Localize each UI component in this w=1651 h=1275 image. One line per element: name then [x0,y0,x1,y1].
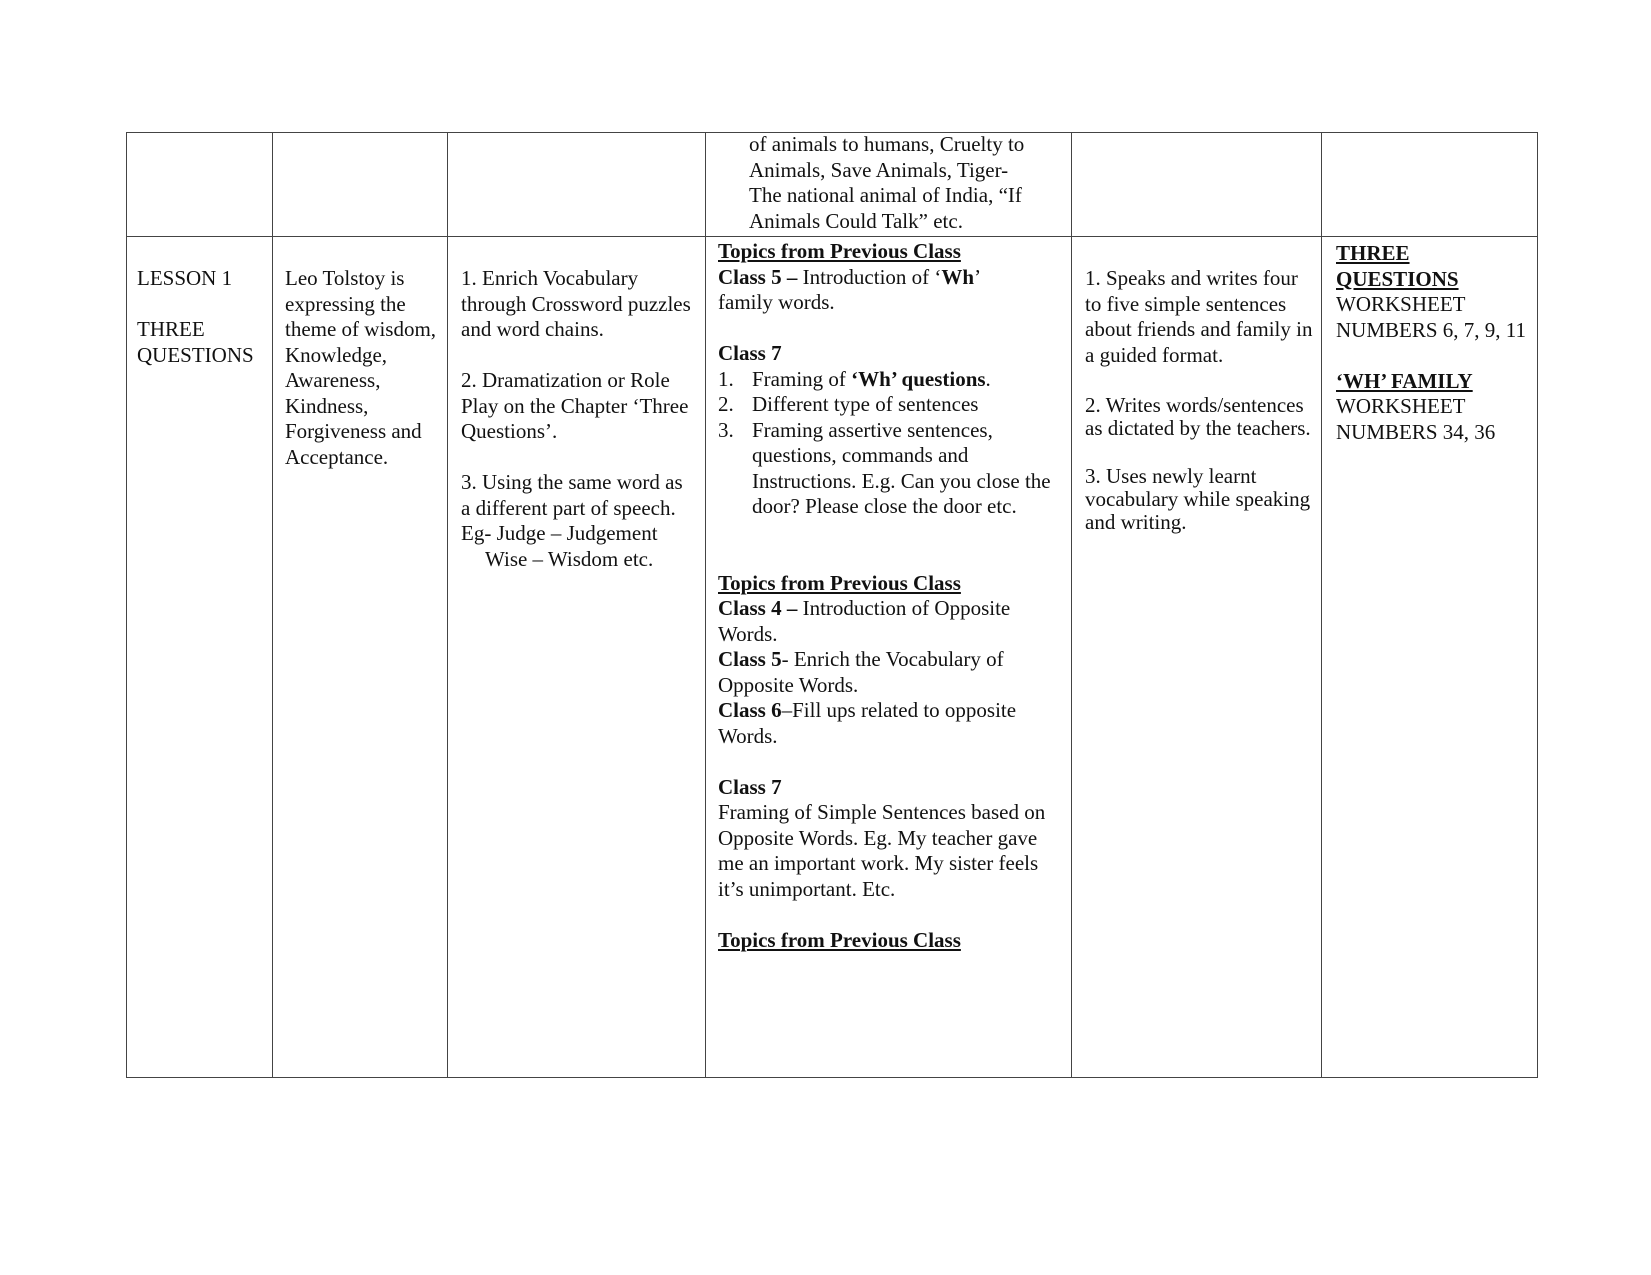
topic-class6: Class 6–Fill ups related to opposite Words. [718,698,1017,748]
lesson-cell [137,266,267,368]
lesson-number: LESSON 1 [137,266,233,290]
activity-example: Eg- Judge – Judgement [461,521,658,545]
list-item: 3. Framing assertive sentences, questions, commands and Instructions. E.g. Can you close the door? Please close the door etc. [718,417,1051,518]
topic-class7-text: Framing of Simple Sentences based on Opposite Words. Eg. My teacher gave me an important work. My sister feels it’s unimportant. Etc. [718,800,1046,901]
activity-example: Wise – Wisdom etc. [485,546,654,571]
topic-class7-label: Class 7 [718,774,782,799]
topics-continuation [749,132,1061,234]
worksheet-numbers: WORKSHEET NUMBERS 6, 7, 9, 11 [1336,292,1526,342]
column-divider [1071,132,1072,1078]
worksheet-title: ‘WH’ FAMILY [1336,368,1473,393]
topic-class4: Class 4 – Introduction of Opposite Words. [718,596,1011,646]
column-divider [447,132,448,1078]
column-divider [272,132,273,1078]
topic-class5-line2: family words. [718,290,835,314]
continuation-line: The national animal of India, “If [749,183,1022,207]
outcomes-cell [1085,266,1313,534]
column-divider [705,132,706,1078]
activity-item: 1. Enrich Vocabulary through Crossword puzzles and word chains. [461,266,691,341]
topic-class7-list [718,367,1063,520]
continuation-line: of animals to humans, Cruelty to [749,132,1025,156]
theme-cell [285,266,443,470]
activity-item: 3. Using the same word as a different part of speech. [461,470,683,520]
theme-text: Leo Tolstoy is expressing the theme of wisdom, Knowledge, Awareness, Kindness, Forgiveness and Acceptance. [285,266,437,469]
worksheets-cell [1336,241,1531,445]
row-divider [126,236,1538,237]
continuation-line: Animals, Save Animals, Tiger- [749,157,1009,182]
list-item: 1. Framing of ‘Wh’ questions. [718,366,991,391]
topics-heading: Topics from Previous Class [718,570,961,595]
activity-item: 2. Dramatization or Role Play on the Chapter ‘Three Questions’. [461,368,689,443]
topic-class7-label: Class 7 [718,341,782,365]
worksheet-numbers: WORKSHEET NUMBERS 34, 36 [1336,394,1496,444]
topic-class5: Class 5 – Introduction of ‘Wh’ [718,264,982,289]
lesson-title: THREE QUESTIONS [137,317,254,367]
worksheet-title: THREE QUESTIONS [1336,241,1459,291]
topics-heading: Topics from Previous Class [718,927,961,952]
topic-class5-opposite: Class 5- Enrich the Vocabulary of Opposite Words. [718,647,1004,697]
column-divider [1321,132,1322,1078]
topics-cell [718,239,1063,953]
list-item: 2. Different type of sentences [718,392,979,416]
outcome-item: 3. Uses newly learnt vocabulary while speaking and writing. [1085,464,1311,534]
topics-heading: Topics from Previous Class [718,239,961,263]
activities-cell [461,266,697,572]
continuation-line: Animals Could Talk” etc. [749,208,963,233]
outcome-item: 2. Writes words/sentences as dictated by the teachers. [1085,392,1311,440]
outcome-item: 1. Speaks and writes four to five simple sentences about friends and family in a guided format. [1085,266,1313,367]
